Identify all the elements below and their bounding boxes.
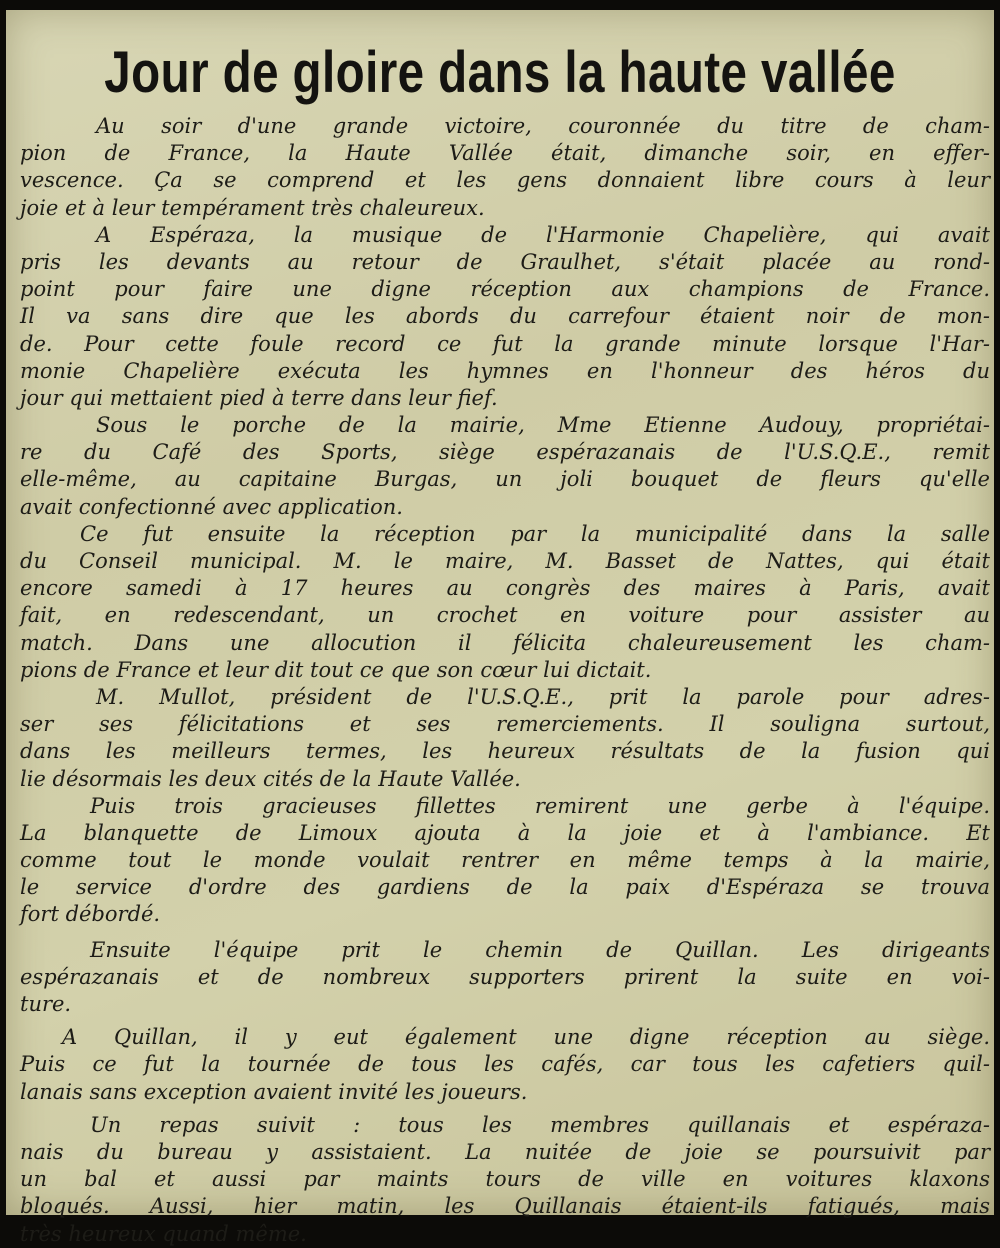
article-line: de. Pour cette foule record ce fut la grande minute lorsque l'Har- — [20, 331, 990, 356]
article-line: Au soir d'une grande victoire, couronnée du titre de cham- — [96, 114, 990, 138]
article-paragraph — [20, 1112, 990, 1248]
article-paragraph — [20, 793, 990, 929]
article-line: Puis trois gracieuses fillettes remirent une gerbe à l'équipe. — [90, 793, 990, 818]
article-line: fait, en redescendant, un crochet en voiture pour assister au — [20, 603, 990, 628]
article-line: Un repas suivit : tous les membres quillanais et espéraza- — [90, 1112, 990, 1137]
article-line: fort débordé. — [20, 902, 161, 927]
article-line: M. Mullot, président de l'U.S.Q.E., prit la parole pour adres- — [96, 684, 990, 709]
article-line: Ensuite l'équipe prit le chemin de Quillan. Les dirigeants — [90, 937, 990, 962]
newspaper-clipping — [6, 10, 994, 1246]
article-paragraph — [20, 937, 990, 1019]
article-line: ser ses félicitations et ses remerciements. Il souligna surtout, — [20, 712, 990, 737]
article-line: A Quillan, il y eut également une digne réception au siège. — [62, 1025, 990, 1050]
article-line: re du Café des Sports, siège espérazanais de l'U.S.Q.E., remit — [20, 440, 990, 465]
article-line: lie désormais les deux cités de la Haute Vallée. — [20, 766, 521, 791]
article-line: joie et à leur tempérament très chaleureux. — [20, 195, 485, 220]
article-line: Il va sans dire que les abords du carrefour étaient noir de mon- — [20, 304, 990, 329]
article-line: du Conseil municipal. M. le maire, M. Basset de Nattes, qui était — [20, 549, 990, 573]
article-line: vescence. Ça se comprend et les gens donnaient libre cours à leur — [20, 168, 990, 193]
article-line: A Espéraza, la musique de l'Harmonie Chapelière, qui avait — [96, 222, 990, 247]
article-body — [20, 113, 990, 1248]
headline: Jour de gloire dans la haute vallée — [104, 40, 896, 105]
article-line: dans les meilleurs termes, les heureux résultats de la fusion qui — [20, 739, 990, 764]
article-line: match. Dans une allocution il félicita chaleureusement les cham- — [20, 630, 990, 655]
article-line: nais du bureau y assistaient. La nuitée de joie se poursuivit par — [20, 1139, 990, 1164]
article-line: espérazanais et de nombreux supporters prirent la suite en voi- — [20, 964, 990, 989]
article-line: très heureux quand même. — [20, 1221, 307, 1246]
article-line: point pour faire une digne réception aux champions de France. — [20, 277, 990, 302]
article-line: Ce fut ensuite la réception par la municipalité dans la salle — [80, 521, 990, 546]
article-paragraph — [20, 113, 990, 222]
article-line: ture. — [20, 992, 72, 1016]
article-line: monie Chapelière exécuta les hymnes en l'honneur des héros du — [20, 358, 990, 383]
article-line: lanais sans exception avaient invité les joueurs. — [20, 1079, 528, 1104]
article-line: bloqués. Aussi, hier matin, les Quillanais étaient-ils fatigués, mais — [20, 1194, 990, 1219]
article-line: Puis ce fut la tournée de tous les cafés, car tous les cafetiers quil- — [20, 1052, 990, 1077]
article-line: encore samedi à 17 heures au congrès des maires à Paris, avait — [20, 576, 990, 601]
article-line: un bal et aussi par maints tours de ville en voitures klaxons — [20, 1167, 990, 1192]
article-paragraph — [20, 521, 990, 684]
article-paragraph — [20, 412, 990, 521]
article-line: comme tout le monde voulait rentrer en même temps à la mairie, — [20, 848, 990, 873]
article-line: pions de France et leur dit tout ce que son cœur lui dictait. — [20, 657, 652, 682]
article-line: pris les devants au retour de Graulhet, s'était placée au rond- — [20, 249, 990, 274]
article-paragraph — [20, 222, 990, 412]
article-line: elle-même, au capitaine Burgas, un joli bouquet de fleurs qu'elle — [20, 467, 990, 492]
article-line: avait confectionné avec application. — [20, 494, 403, 519]
article-line: jour qui mettaient pied à terre dans leur fief. — [20, 385, 498, 410]
article-paragraph — [20, 1024, 990, 1106]
article-line: Sous le porche de la mairie, Mme Etienne Audouy, propriétai- — [96, 413, 990, 438]
article-line: La blanquette de Limoux ajouta à la joie et à l'ambiance. Et — [20, 820, 990, 845]
article-line: le service d'ordre des gardiens de la paix d'Espéraza se trouva — [20, 875, 990, 900]
article-line: pion de France, la Haute Vallée était, dimanche soir, en effer- — [20, 141, 990, 166]
article-paragraph — [20, 684, 990, 793]
